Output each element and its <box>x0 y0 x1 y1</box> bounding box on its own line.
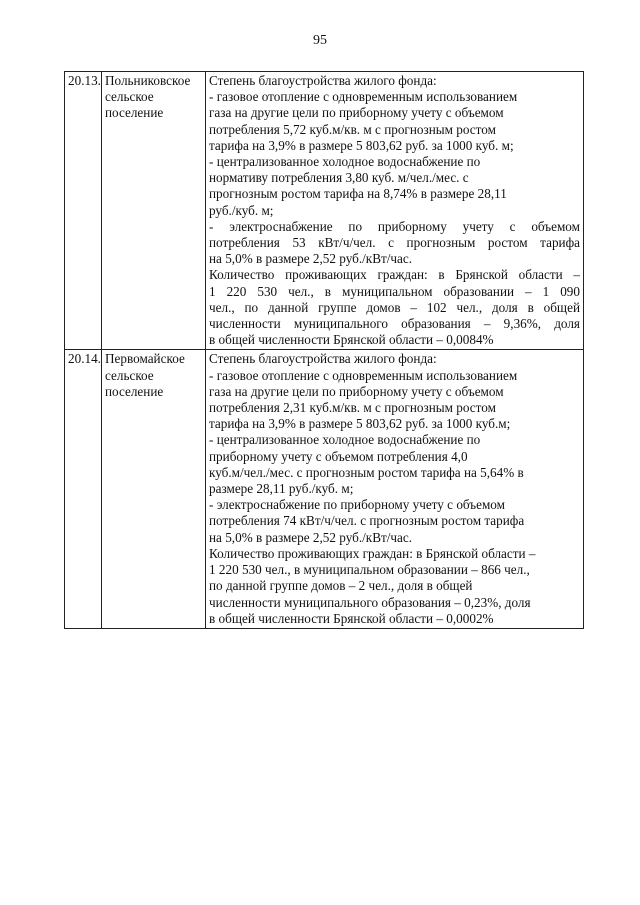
description-line: в общей численности Брянской области – 0,0084% <box>209 332 494 348</box>
housing-description <box>206 72 584 350</box>
settlement-name-line: сельское <box>105 367 154 383</box>
description-line: - газовое отопление с одновременным использованием <box>209 367 518 383</box>
description-line: на 5,0% в размере 2,52 руб./кВт/час. <box>209 529 413 545</box>
description-line: потребления 2,31 куб.м/кв. м с прогнозным ростом <box>209 400 496 416</box>
description-line: приборному учету с объемом потребления 4,0 <box>209 448 468 464</box>
description-line: размере 28,11 руб./куб. м; <box>209 481 354 497</box>
description-line: газа на другие цели по приборному учету с объемом <box>209 105 504 121</box>
page-number: 95 <box>313 33 327 48</box>
description-line: Степень благоустройства жилого фонда: <box>209 73 437 88</box>
table-row <box>65 350 584 628</box>
description-line: газа на другие цели по приборному учету с объемом <box>209 383 504 399</box>
description-line: чел., по данной группе домов – 102 чел., доля в общей <box>209 299 580 315</box>
settlement-name <box>102 350 206 628</box>
description-line: прогнозным ростом тарифа на 8,74% в размере 28,11 <box>209 186 507 202</box>
description-line: 1 220 530 чел., в муниципальном образовании – 866 чел., <box>209 562 530 578</box>
description-line: - электроснабжение по приборному учету с объемом <box>209 497 505 513</box>
description-line: нормативу потребления 3,80 куб. м/чел./мес. с <box>209 170 469 186</box>
description-line: - электроснабжение по приборному учету с объемом <box>209 218 580 234</box>
description-line: потребления 5,72 куб.м/кв. м с прогнозным ростом <box>209 121 496 137</box>
description-line: Количество проживающих граждан: в Брянской области – <box>209 545 536 561</box>
settlement-name <box>102 72 206 350</box>
description-line: по данной группе домов – 2 чел., доля в общей <box>209 578 473 594</box>
description-line: руб./куб. м; <box>209 202 274 218</box>
description-line: - централизованное холодное водоснабжение по <box>209 154 481 170</box>
description-line: потребления 74 кВт/ч/чел. с прогнозным ростом тарифа <box>209 513 525 529</box>
description-line: Количество проживающих граждан: в Брянской области – <box>209 267 580 283</box>
row-number: 20.14. <box>65 350 102 628</box>
table-row <box>65 72 584 350</box>
settlement-name-line: Польниковское <box>105 73 191 88</box>
description-line: - централизованное холодное водоснабжение по <box>209 432 481 448</box>
description-line: тарифа на 3,9% в размере 5 803,62 руб. за 1000 куб. м; <box>209 137 514 153</box>
description-line: численности муниципального образования – 0,23%, доля <box>209 594 531 610</box>
settlement-name-line: Первомайское <box>105 351 185 367</box>
description-line: на 5,0% в размере 2,52 руб./кВт/час. <box>209 251 413 267</box>
settlement-name-line: поселение <box>105 105 164 121</box>
description-line: куб.м/чел./мес. с прогнозным ростом тарифа на 5,64% в <box>209 464 524 480</box>
description-line: Степень благоустройства жилого фонда: <box>209 351 437 367</box>
description-line: численности муниципального образования – 9,36%, доля <box>209 316 580 332</box>
description-line: тарифа на 3,9% в размере 5 803,62 руб. за 1000 куб.м; <box>209 416 511 432</box>
row-number: 20.13. <box>65 72 102 350</box>
description-line: - газовое отопление с одновременным использованием <box>209 89 518 105</box>
description-line: в общей численности Брянской области – 0,0002% <box>209 610 494 626</box>
housing-table <box>64 71 584 629</box>
settlement-name-line: поселение <box>105 383 164 399</box>
housing-description <box>206 350 584 628</box>
description-line: 1 220 530 чел., в муниципальном образовании – 1 090 <box>209 283 580 299</box>
settlement-name-line: сельское <box>105 89 154 105</box>
description-line: потребления 53 кВт/ч/чел. с прогнозным ростом тарифа <box>209 235 580 251</box>
